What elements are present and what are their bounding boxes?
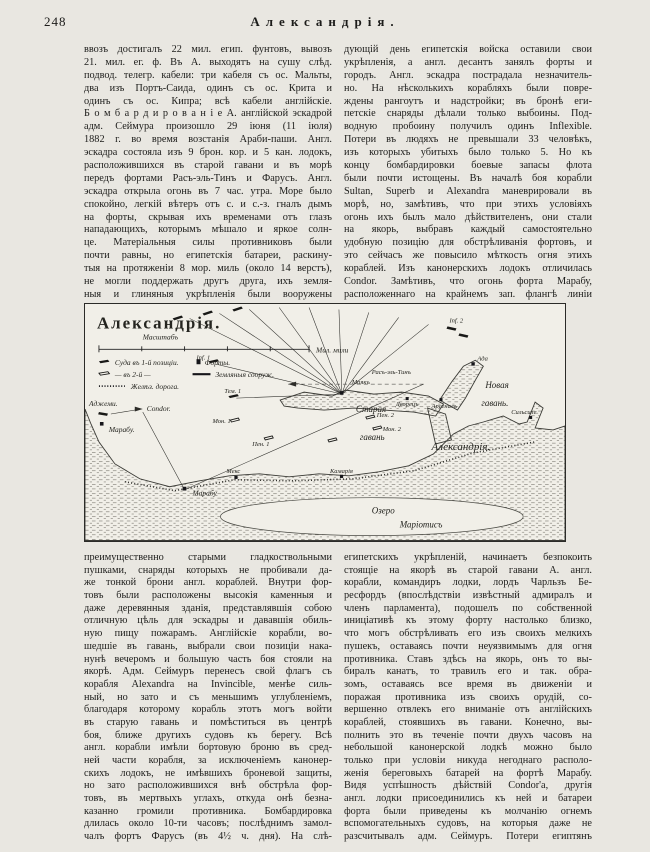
text-line: изъ которыхъ убитыхъ было только 5. Но къ	[344, 147, 592, 159]
label-inf1: Inf. 1	[196, 354, 211, 362]
label-mon2: Мон. 2	[382, 425, 401, 433]
text-line: морѣ, но, замѣтивъ, что при этихъ условіяхъ	[344, 198, 592, 210]
legend-ships2-label: — въ 2-й —	[114, 370, 151, 380]
text-line: пушками, снаряды которыхъ не пробивали да-	[84, 564, 332, 576]
text-line: товъ, въ мертвыхъ углахъ, откуда онѣ безна-	[84, 793, 332, 805]
label-condor: Condor.	[146, 404, 171, 414]
text-line: спокойно, легкій вѣтеръ отъ с. и с.-з. гналъ дымъ	[84, 198, 332, 210]
text-line: Видя успѣшность дѣйствій Condor'а, другія	[344, 780, 592, 792]
label-dvorets: Дворецъ	[395, 401, 419, 409]
arrowhead-condor	[135, 407, 143, 412]
text-line: ную пищу пожарамъ. Англійскіе корабли, во-	[84, 628, 332, 640]
label-marabut-west: Марабу.	[108, 424, 135, 434]
text-line: пушекъ, оставаясь почти неуязвимымъ для огня	[344, 640, 592, 652]
text-line: укрѣпленія, а англ. десантъ занялъ форты и	[344, 56, 592, 68]
page-title: Александрія.	[250, 14, 400, 29]
text-line: нападающихъ, которымъ мѣшало и яркое солн-	[84, 224, 332, 236]
label-ada: Ада	[477, 355, 488, 363]
text-line: даже деревянныя зданія, представлявшія собою	[84, 602, 332, 614]
map-title: Александрія.	[96, 313, 222, 333]
text-line: скихъ лодокъ, не имѣвшихъ броневой защиты,	[84, 767, 332, 779]
text-line: кораблей, стоявшихъ въ гавани. Конечно, вы-	[344, 716, 592, 728]
isthmus	[428, 408, 452, 444]
text-line: якорѣ. Адм. Сеймуръ перенесъ свой флагъ съ	[84, 666, 332, 678]
legend-ship2-glyph	[99, 372, 109, 375]
text-line: Condor. Замѣтивъ, что огонь форта Марабу,	[344, 276, 592, 288]
text-line: подвод. телегр. кабели: три кабеля съ ос. Мальты,	[84, 69, 332, 81]
text-line: Потери въ людяхъ не превышали 33 человѣкъ,	[344, 134, 592, 146]
text-line: городъ. Англ. эскадра пострадала незначитель-	[344, 69, 592, 81]
text-line: форта были приведены къ молчанію огнемъ	[344, 805, 592, 817]
text-line: не могли поддержать другъ друга, ихъ земля-	[84, 276, 332, 288]
text-line: стоящіе на якорѣ въ старой гавани А. англ.	[344, 564, 592, 576]
legend-ship1-glyph	[99, 360, 109, 363]
text-line: це. Матеріальныя силы противниковъ были	[84, 237, 332, 249]
text-line: корабли, командиръ лодки, лордъ Чарльзъ Бе-	[344, 577, 592, 589]
label-mayak: Маякъ	[351, 379, 370, 387]
text-line: зомъ, оставаясь все время въ движеніи и	[344, 678, 592, 690]
text-line: одинъ съ ос. Кипра; всѣ кабели англійскіе.	[84, 95, 332, 107]
text-line: адм. Сеймура произошло 29 іюня (11 іюля)	[84, 121, 332, 133]
text-line: Sultan, Superb и Alexandra маневрировали въ	[344, 185, 592, 197]
label-new-harbor-2: гавань.	[481, 398, 509, 409]
label-meks: Мекс	[226, 467, 241, 475]
text-line: вспомогательныхъ судовъ, на которыя даже не	[344, 818, 592, 830]
legend-forts-label: Форты.	[204, 358, 231, 368]
text-line: противника. Ставъ здѣсь на якорь, онъ то вы-	[344, 653, 592, 665]
map-figure	[84, 303, 566, 542]
scale-units-label: Мил. мили	[316, 345, 349, 355]
label-lake-1: Озеро	[371, 505, 395, 516]
text-line: кораблей. Изъ канонерскихъ лодокъ отличилась	[344, 263, 592, 275]
text-line: но. На нѣсколькихъ корабляхъ были повре-	[344, 82, 592, 94]
text-line: передъ фортами Расъ-эль-Тинъ и Фарусъ. Англ.	[84, 172, 332, 184]
text-line: ней части корабля, за исключеніемъ канонер-	[84, 755, 332, 766]
text-line: ныя и глиняныя укрѣпленія были вооружены	[84, 288, 332, 300]
label-old-harbor-1: Старая	[355, 404, 387, 415]
text-line: женія береговыхъ батарей на фортѣ Марабу.	[344, 767, 592, 779]
bottom-right-column	[344, 552, 592, 844]
top-left-column	[84, 44, 332, 302]
scale-bar	[99, 345, 309, 352]
text-line: же тонкой брони англ. кораблей. Внутри фор-	[84, 577, 332, 589]
text-line: эскадра открыла огонь въ 7 час. утра. Море было	[84, 185, 332, 197]
map-illustration	[85, 304, 565, 541]
text-line: ресфордъ (впослѣдствіи извѣстный адмиралъ и	[344, 590, 592, 602]
text-line: въ старую гавань и помѣститься въ центрѣ	[84, 716, 332, 728]
text-line: были почти истощены. Въ началѣ боя корабли	[344, 172, 592, 184]
text-line: что могъ обстрѣливать его изъ своихъ мелкихъ	[344, 628, 592, 640]
text-line: казанно громили противника. Бомбардировка	[84, 805, 332, 817]
text-line: длилась около 10-ти часовъ; послѣднимъ замол-	[84, 818, 332, 830]
label-pen2: Пен. 2	[376, 412, 395, 420]
bottom-text-block	[84, 552, 592, 844]
text-line: иниціативѣ къ этому форту настолько близко,	[344, 615, 592, 627]
text-line: два изъ Портъ-Саида, одинъ съ ос. Крита и	[84, 82, 332, 94]
text-line: египетскихъ укрѣпленій, начинаетъ безпокоить	[344, 552, 592, 563]
text-line: но зато расположившихся внѣ обстрѣла фор-	[84, 780, 332, 792]
label-pen1: Пен. 1	[252, 440, 270, 448]
text-line: англ. корабли имѣли бортовую броню въ сред-	[84, 742, 332, 754]
text-line: небольшой канонерской лодкѣ можно было	[344, 742, 592, 754]
text-line: дующій день египетскія войска оставили свои	[344, 44, 592, 55]
text-line: только при условіи никуда негоднаго располо-	[344, 755, 592, 766]
text-line: это сейчасъ же повысило мѣткость огня этихъ	[344, 250, 592, 262]
text-line: благодаря которому корабль этотъ могъ войти	[84, 704, 332, 716]
text-line: вершенно отвлекъ его вниманіе отъ англійскихъ	[344, 704, 592, 716]
text-line: ввозъ достигалъ 22 мил. егип. фунтовъ, вывозъ	[84, 44, 332, 55]
legend-railway-label: Желѣз. дорога.	[130, 382, 180, 392]
label-mon1: Мон. 1	[212, 417, 231, 425]
text-line: биралъ канатъ, то травилъ его и так. обра-	[344, 666, 592, 678]
text-line: шедшіе въ гавань, выбрали свои позиціи нака-	[84, 640, 332, 652]
label-city: Александрія.	[431, 440, 491, 453]
label-marabut-south: Марабу	[192, 488, 217, 498]
label-new-harbor-1: Новая	[485, 380, 509, 391]
text-line: полнить это въ теченіе почти двухъ часовъ на	[344, 729, 592, 741]
text-line: петскіе снаряды дѣлали только выбоины. Под-	[344, 108, 592, 120]
text-line: англ. лодки присоединились къ ней и батареи	[344, 793, 592, 805]
label-old-harbor-2: гавань	[359, 431, 385, 442]
label-arsenal: Арсеналъ	[431, 403, 458, 411]
text-line: водную пробоину получилъ одинъ Inflexible.	[344, 121, 592, 133]
text-line: тыя на протяженіи 8 мор. миль (около 14 верстъ),	[84, 263, 332, 275]
text-line: на якорь, выбравъ каждый самостоятельно	[344, 224, 592, 236]
text-line: на форты, скрывая ихъ временами отъ глазъ	[84, 211, 332, 223]
text-line: ждены рангоутъ и надстройки; въ бронѣ еги-	[344, 95, 592, 107]
text-line: удобную позицію для обстрѣливанія фортовъ, и	[344, 237, 592, 249]
text-line: эскадра состояла изъ 9 брон. кор. и 5 кан. лодокъ,	[84, 147, 332, 159]
text-line: нунѣ вечеромъ и большую часть боя стояли на	[84, 653, 332, 665]
text-line: разсчитывалъ адм. Сеймуръ. Потери египтянъ	[344, 831, 592, 843]
label-inf2: Inf. 2	[449, 317, 464, 325]
legend-ships1-label: Суда въ 1-й позиціи.	[114, 358, 179, 368]
map-cartouche	[97, 313, 349, 391]
text-line: 21. мил. ег. ф. Въ А. выходятъ на сушу слѣд.	[84, 56, 332, 68]
text-line: Б о м б а р д и р о в а н і е А. англійской эскадрой	[84, 108, 332, 120]
map-scale-caption: Масштабъ	[142, 332, 179, 342]
text-line: ный, но зато и съ меньшимъ углубленіемъ,	[84, 691, 332, 703]
text-line: огонь ихъ былъ мало дѣйствителенъ, они стали	[344, 211, 592, 223]
bottom-left-column	[84, 552, 332, 844]
text-line: боя, ближе другихъ судовъ къ берегу. Всѣ	[84, 729, 332, 741]
label-silsile: Сильсиле	[511, 409, 537, 417]
label-adjemi: Аджеми.	[88, 399, 118, 409]
top-right-column	[344, 44, 592, 302]
label-tem1: Тем. 1	[224, 388, 242, 396]
text-line: почти равны, но египетскія батареи, раскину-	[84, 250, 332, 262]
text-line: преимущественно старыми гладкоствольными	[84, 552, 332, 563]
label-kamaria: Камарія	[329, 467, 353, 475]
legend-earthworks-label: Земляныя сооруж.	[215, 370, 274, 380]
text-line: чалъ фортъ Фарусъ (въ 4½ ч. дня). На слѣ-	[84, 831, 332, 843]
top-text-block	[84, 44, 592, 302]
text-line: расположеннаго на крайнемъ зап. флангѣ линіи	[344, 288, 592, 300]
text-line: поражая противника изъ своихъ орудій, со-	[344, 691, 592, 703]
label-ras-el-tin: Расъ-эль-Тинъ	[371, 369, 411, 377]
text-line: членъ парламента), подошелъ по собственной	[344, 602, 592, 614]
text-line: расположившихся въ старой гавани и въ морѣ	[84, 160, 332, 172]
text-line: концу бомбардировки боевые запасы флота	[344, 160, 592, 172]
text-line: корабля Alexandra на Invincible, менѣе силь-	[84, 678, 332, 690]
lake-mareotis	[220, 498, 523, 536]
label-lake-2: Маріотисъ	[399, 519, 443, 530]
text-line: отличную цѣль для эскадры и дававшія обиль-	[84, 615, 332, 627]
text-line: 1882 г. во время возстанія Араби-паши. Англ.	[84, 134, 332, 146]
text-line: товъ были расположены высокія каменныя и	[84, 590, 332, 602]
page-number: 248	[44, 14, 67, 29]
